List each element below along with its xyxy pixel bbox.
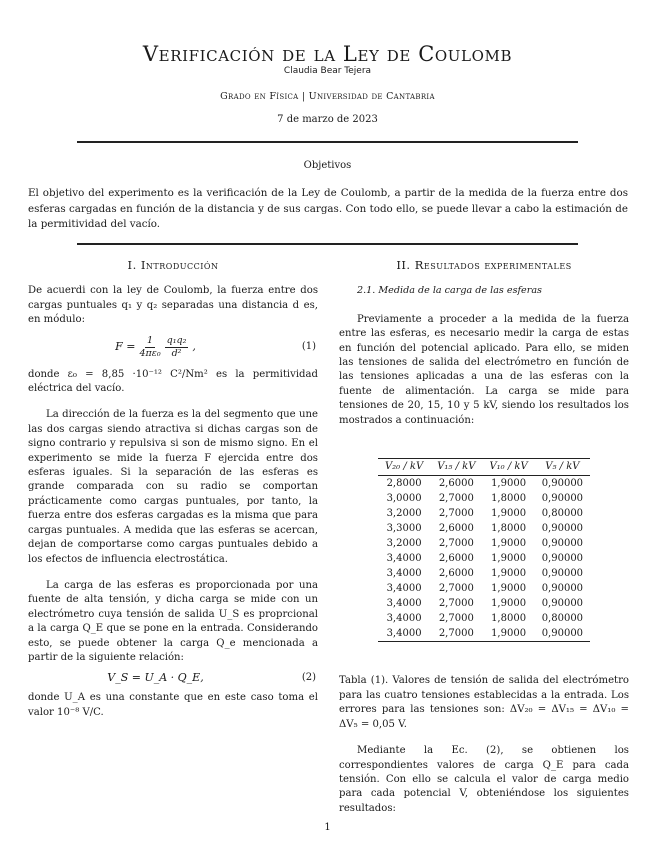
table-header-cell: V₅ / kV bbox=[535, 459, 590, 476]
table-cell: 0,90000 bbox=[541, 523, 584, 535]
divider-bottom bbox=[77, 243, 578, 245]
table-cell: 1,9000 bbox=[491, 508, 527, 520]
page-number: 1 bbox=[324, 822, 331, 833]
table-row bbox=[378, 491, 590, 506]
table-cell: 1,8000 bbox=[491, 523, 527, 535]
right-column bbox=[339, 258, 629, 816]
equation-1-number: (1) bbox=[301, 340, 316, 352]
table-header-cell: V₁₀ / kV bbox=[482, 459, 534, 476]
table-cell: 3,2000 bbox=[386, 538, 422, 550]
table-cell: 1,9000 bbox=[491, 583, 527, 595]
table-cell: 3,4000 bbox=[386, 613, 422, 625]
intro-paragraph-1: De acuerdi con la ley de Coulomb, la fuerza entre dos cargas puntuales q₁ y q₂ separadas una distancia d es, en módulo: bbox=[28, 285, 318, 326]
table-caption: Tabla (1). Valores de tensión de salida del electrómetro para las cuatro tensiones establecidas a la entrada. Los errores para las tensiones son: ΔV₂₀ = ΔV₁₅ = ΔV₁₀ = ΔV₅ = 0,05 V. bbox=[339, 675, 629, 730]
table-cell: 0,90000 bbox=[541, 568, 584, 580]
section-heading-results: II. Resultados experimentales bbox=[396, 258, 572, 272]
eq1-lhs: F = bbox=[115, 340, 136, 354]
table-header-cell: V₁₅ / kV bbox=[430, 459, 482, 476]
intro-paragraph-2: donde ε₀ = 8,85 ·10⁻¹² C²/Nm² es la permitividad eléctrica del vacío. bbox=[28, 368, 318, 395]
table-cell: 0,80000 bbox=[541, 613, 584, 625]
table-cell: 1,9000 bbox=[491, 553, 527, 565]
table-cell: 0,90000 bbox=[541, 493, 584, 505]
table-cell: 2,7000 bbox=[430, 626, 482, 642]
table-cell: 2,7000 bbox=[438, 493, 474, 505]
table-cell: 1,9000 bbox=[482, 626, 534, 642]
equation-1: F = $\frac{1}{\text{4πε₀}}$ $\frac{\text{q₁q₂}}{\text{d²}}$ , (1) bbox=[115, 335, 316, 360]
eq1-fraction-constant: $\frac{1}{\text{4πε₀}}$ bbox=[139, 335, 161, 360]
intro-paragraph-3: La dirección de la fuerza es la del segmento que une las dos cargas siendo atractiva si dichas cargas son de signo contrario y repulsiva si son de mismo signo. En el experimento se mide la fuerza F ejercida entre dos esferas iguales. Si la separación de las esferas es grande comparada con su radio se comportan prácticamente como cargas puntuales, por tanto, la fuerza entre dos esferas cargadas es la misma que para cargas puntuales. A medida que las esferas se acercan, dejan de comportarse como cargas puntuales debido a los efectos de influencia electrostática. bbox=[28, 409, 318, 565]
table-row bbox=[378, 551, 590, 566]
table-cell: 1,8000 bbox=[491, 493, 527, 505]
paper-title: Verificación de la Ley de Coulomb bbox=[142, 42, 513, 66]
table-cell: 0,90000 bbox=[541, 553, 584, 565]
table-cell: 1,9000 bbox=[491, 538, 527, 550]
table-cell: 2,7000 bbox=[438, 508, 474, 520]
table-row bbox=[378, 506, 590, 521]
affiliation: Grado en Física | Universidad de Cantabria bbox=[220, 91, 435, 102]
table-cell: 1,9000 bbox=[491, 478, 527, 490]
table-row bbox=[378, 626, 590, 642]
results-paragraph-2: Mediante la Ec. (2), se obtienen los correspondientes valores de carga Q_E para cada tensión. Con ello se calcula el valor de carga medio para cada potencial V, obteniéndose los siguientes resultados: bbox=[339, 745, 629, 814]
table-cell: 2,7000 bbox=[438, 613, 474, 625]
table-cell: 2,6000 bbox=[438, 553, 474, 565]
author-name: Claudia Bear Tejera bbox=[283, 66, 372, 76]
left-column bbox=[28, 258, 318, 720]
table-cell: 3,4000 bbox=[386, 568, 422, 580]
equation-2: V_S = U_A · Q_E, (2) bbox=[107, 671, 316, 685]
intro-paragraph-4: La carga de las esferas es proporcionada por una fuente de alta tensión, y dicha carga se mide con un electrómetro cuya tensión de salida U_S es proprcional a la carga Q_E que se pone en la entrada. Considerando esto, se puede obtener la carga Q_e mencionada a partir de la siguiente relación: bbox=[28, 579, 318, 663]
abstract-heading: Objetivos bbox=[303, 160, 352, 171]
table-row bbox=[378, 476, 590, 492]
table-cell: 2,6000 bbox=[438, 568, 474, 580]
intro-paragraph-5: donde U_A es una constante que en este caso toma el valor 10⁻⁸ V/C. bbox=[28, 692, 318, 718]
table-cell: 3,0000 bbox=[386, 493, 422, 505]
table-cell: 0,90000 bbox=[541, 598, 584, 610]
table-row bbox=[378, 521, 590, 536]
table-cell: 0,90000 bbox=[541, 478, 584, 490]
table-cell: 2,7000 bbox=[438, 598, 474, 610]
results-paragraph-1: Previamente a proceder a la medida de la fuerza entre las esferas, es necesario medir la carga de estas en función del potencial aplicado. Para ello, se miden las tensiones de salida del electrómetro en función de las tensiones aplicadas a una de las esferas con la fuente de alimentación. La carga se mide para tensiones de 20, 15, 10 y 5 kV, siendo los resultados los mostrados a continuación: bbox=[339, 313, 629, 426]
table-cell: 0,90000 bbox=[541, 538, 584, 550]
divider-top bbox=[77, 141, 578, 143]
paper-date: 7 de marzo de 2023 bbox=[277, 114, 378, 125]
section-heading-intro: I. Introducción bbox=[127, 258, 219, 272]
table-cell: 1,9000 bbox=[491, 598, 527, 610]
table-cell: 0,90000 bbox=[541, 583, 584, 595]
voltage-table bbox=[378, 458, 590, 642]
table-cell: 0,90000 bbox=[535, 626, 590, 642]
eq1-fraction-charges: $\frac{\text{q₁q₂}}{\text{d²}}$ bbox=[166, 335, 187, 360]
table-cell: 3,2000 bbox=[386, 508, 422, 520]
table-cell: 3,4000 bbox=[378, 626, 430, 642]
table-cell: 2,6000 bbox=[438, 523, 474, 535]
table-cell: 3,4000 bbox=[386, 553, 422, 565]
table-row bbox=[378, 566, 590, 581]
equation-2-number: (2) bbox=[301, 672, 316, 684]
table-row bbox=[378, 536, 590, 551]
table-cell: 2,7000 bbox=[438, 538, 474, 550]
table-cell: 1,8000 bbox=[491, 613, 527, 625]
table-cell: 0,80000 bbox=[541, 508, 584, 520]
table-cell: 1,9000 bbox=[491, 568, 527, 580]
abstract-text: El objetivo del experimento es la verificación de la Ley de Coulomb, a partir de la medida de la fuerza entre dos esferas cargadas en función de la distancia y de sus cargas. Con todo ello, se puede llevar a cabo la estimación de la permitividad del vacío. bbox=[28, 187, 628, 230]
table-header-cell: V₂₀ / kV bbox=[378, 459, 430, 476]
table-cell: 3,4000 bbox=[386, 598, 422, 610]
table-row bbox=[378, 611, 590, 626]
table-cell: 2,7000 bbox=[438, 583, 474, 595]
table-cell: 2,6000 bbox=[438, 478, 474, 490]
table-row bbox=[378, 581, 590, 596]
table-row bbox=[378, 596, 590, 611]
table-cell: 3,3000 bbox=[386, 523, 422, 535]
table-cell: 2,8000 bbox=[386, 478, 422, 490]
table-cell: 3,4000 bbox=[386, 583, 422, 595]
subsection-heading: 2.1. Medida de la carga de las esferas bbox=[357, 285, 542, 297]
